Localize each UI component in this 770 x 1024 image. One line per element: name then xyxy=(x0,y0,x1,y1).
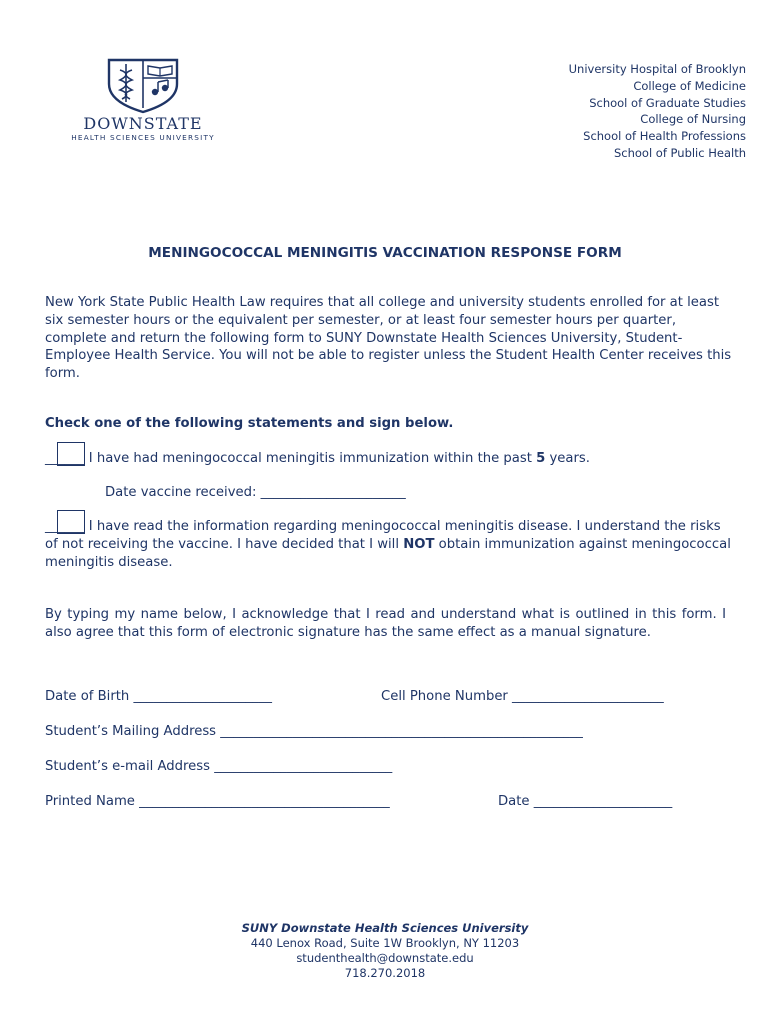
acknowledgement-paragraph: By typing my name below, I acknowledge that I read and understand what is outlined in this form. I also agree that this form of electronic signature has the same effect as a manual signature. xyxy=(45,607,726,640)
date-field[interactable]: Date _____________________ xyxy=(498,794,673,809)
cell-phone-field[interactable]: Cell Phone Number _______________________ xyxy=(381,689,664,704)
institution-item: School of Graduate Studies xyxy=(589,95,746,110)
institution-item: College of Nursing xyxy=(640,112,746,127)
email-address-field[interactable]: Student’s e-mail Address ___________________________ xyxy=(45,759,393,774)
institution-list xyxy=(569,61,746,162)
option1-blank: ______ xyxy=(45,451,85,466)
footer xyxy=(0,921,770,981)
intro-paragraph: New York State Public Health Law requires that all college and university students enrolled for at least six semester hours or the equivalent per semester, or at least four semester hours per quarter, complete and return the following form to SUNY Downstate Health Sciences University, Student-Employee Health Service. You will not be able to register unless the Student Health Center receives this form. xyxy=(45,295,732,382)
footer-address: 440 Lenox Road, Suite 1W Brooklyn, NY 11203 xyxy=(250,936,520,950)
footer-university-name: SUNY Downstate Health Sciences University xyxy=(241,921,529,935)
institution-item: School of Health Professions xyxy=(583,129,746,144)
option2-statement xyxy=(45,518,735,571)
footer-email: studenthealth@downstate.edu xyxy=(296,951,474,965)
option2-text: I have read the information regarding meningococcal meningitis disease. I understand the risks of not receiving the vaccine. I have decided that I will xyxy=(45,519,721,552)
mailing-address-field[interactable]: Student’s Mailing Address _______________________________________________________ xyxy=(45,724,583,739)
date-vaccine-received-field[interactable]: Date vaccine received: ______________________ xyxy=(105,485,406,500)
institution-item: School of Public Health xyxy=(613,145,746,160)
logo-subtitle: HEALTH SCIENCES UNIVERSITY xyxy=(71,133,215,142)
instruction-text: Check one of the following statements and sign below. xyxy=(45,416,454,431)
option1-text: I have had meningococcal meningitis immunization within the past xyxy=(84,451,537,466)
logo-wordmark: DOWNSTATE xyxy=(83,114,203,133)
institution-item: University Hospital of Brooklyn xyxy=(568,62,746,76)
printed-name-field[interactable]: Printed Name ______________________________________ xyxy=(45,794,390,809)
option1-text-end: years. xyxy=(545,451,590,466)
date-of-birth-field[interactable]: Date of Birth _____________________ xyxy=(45,689,272,704)
footer-phone: 718.270.2018 xyxy=(344,966,426,980)
option1-years: 5 xyxy=(536,451,546,466)
option1-statement xyxy=(45,450,590,468)
option2-blank: ______ xyxy=(45,519,85,534)
form-title: MENINGOCOCCAL MENINGITIS VACCINATION RESPONSE FORM xyxy=(148,245,622,261)
option2-not: NOT xyxy=(403,536,435,552)
option2-text-end: obtain immunization against meningococcal meningitis disease. xyxy=(45,536,731,570)
institution-item: College of Medicine xyxy=(633,78,746,93)
